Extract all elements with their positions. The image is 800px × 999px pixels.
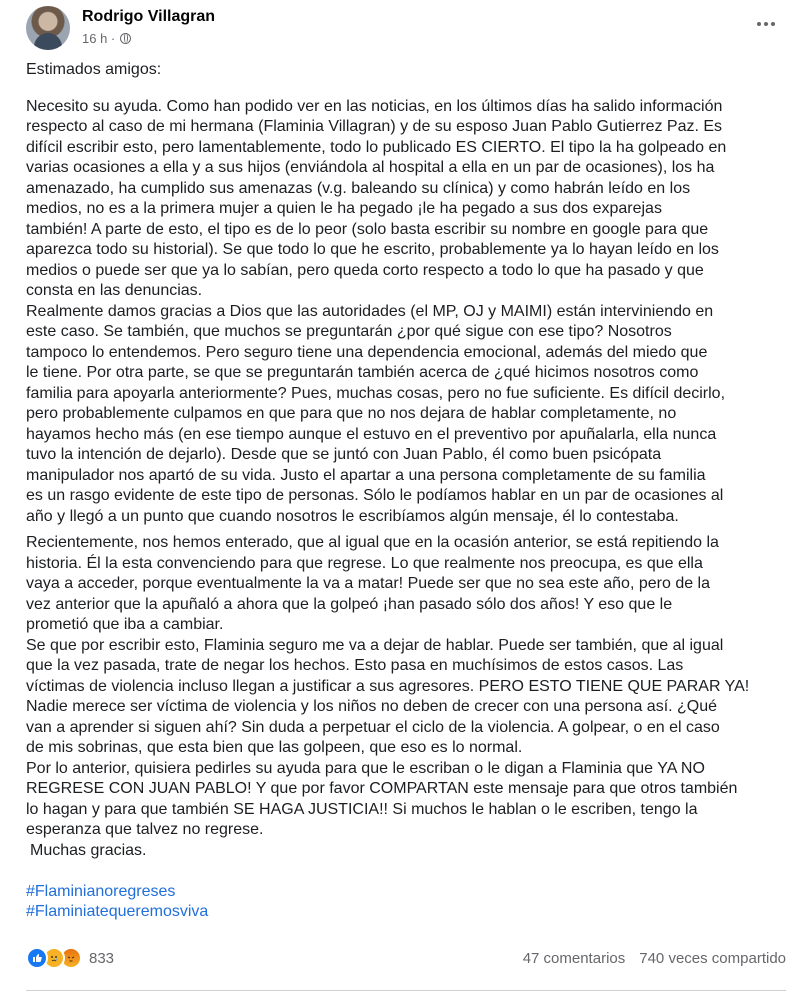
post-paragraph: Por lo anterior, quisiera pedirles su ayuda para que le escriban o le digan a Flaminia que YA NO REGRESE CON JUAN PABLO! Y que por favor COMPARTAN este mensaje para que otros también lo hagan y para que también SE HAGA JUSTICIA!! Si muchos le hablan o le escriben, tengo la esperanza que talvez no regrese. [26,759,738,838]
post-time[interactable]: 16 h · [82,31,116,46]
dot-icon [757,22,761,26]
post-meta [82,31,131,46]
post-header [26,4,786,50]
reaction-count: 833 [89,949,115,967]
post-greeting: Estimados amigos: [26,61,162,78]
footer-divider [26,990,786,991]
hashtags [26,861,782,923]
more-options-button[interactable] [752,12,780,36]
avatar[interactable] [26,6,70,50]
post-paragraph: Se que por escribir esto, Flaminia seguro me va a dejar de hablar. Puede ser también, que al igual que la vez pasada, trate de negar los hechos. Esto pasa en muchísimos de estos casos. Las víctimas de violencia incluso llegan a justificar a sus agresores. PERO ESTO TIENE QUE PARAR YA! Nadie merece ser víctima de violencia y los niños no deben de crecer con una persona así. ¿Qué van a aprender si siguen ahí? Sin duda a perpetuar el ciclo de la violencia. A golpear, o en el caso de mis sobrinas, que esta bien que las golpeen, que eso es lo normal. [26,636,750,756]
post-body [26,60,782,923]
comments-count-link[interactable]: 47 comentarios [522,949,626,967]
post-closing: Muchas gracias. [30,841,147,859]
post-paragraph: Necesito su ayuda. Como han podido ver en las noticias, en los últimos días ha salido información respecto al caso de mi hermana (Flaminia Villagran) y de su esposo Juan Pablo Gutierrez Paz. Es difícil escribir esto, pero lamentablemente, todo lo publicado ES CIERTO. El tipo la ha golpeado en varias ocasiones a ella y a sus hijos (enviándola al hospital a ella en un par de ocasiones), los ha amenazado, ha cumplido sus amenazas (v.g. baleando su clínica) y como habrán leído en los medios, no es a la primera mujer a quien le ha pegado ¡le ha pegado a sus dos exparejas también! A parte de esto, el tipo es de lo peor (solo basta escribir su nombre en google para que aparezca todo su historial). Se que todo lo que he escrito, probablemente ya lo hayan leído en los medios o puede ser que ya lo sabían, pero queda corto respecto a todo lo que ha pasado y que consta en las denuncias. [26,97,727,299]
hashtag-link[interactable]: #Flaminianoregreses [26,882,176,900]
author-name[interactable]: Rodrigo Villagran [82,8,216,25]
dot-icon [764,22,768,26]
dot-icon [771,22,775,26]
post-paragraph: Recientemente, nos hemos enterado, que al igual que en la ocasión anterior, se está repitiendo la historia. Él la esta convenciendo para que regrese. Lo que realmente nos preocupa, es que ella vaya a acceder, porque eventualmente la va a matar! Puede ser que no sea este año, pero de la vez anterior que la apuñaló a ahora que la golpeó ¡han pasado sólo dos años! Y eso que le prometió que iba a cambiar. [26,534,719,633]
post-footer [26,944,786,972]
reactions-summary[interactable] [26,947,114,969]
like-reaction-icon [26,947,48,969]
globe-icon [120,33,131,44]
hashtag-link[interactable]: #Flaminiatequeremosviva [26,903,209,920]
engagement-stats [523,950,786,967]
post-paragraph: Realmente damos gracias a Dios que las autoridades (el MP, OJ y MAIMI) están interviniendo en este caso. Se también, que muchos se preguntarán ¿por qué sigue con ese tipo? Nosotros tampoco lo entendemos. Pero seguro tiene una dependencia emocional, además del miedo que le tiene. Por otra parte, se que se preguntarán también acerca de ¿qué hicimos nosotros como familia para apoyarla anteriormente? Pues, muchas cosas, pero no fue suficiente. Es difícil decirlo, pero probablemente culpamos en que para que no nos dejara de hablar completamente, no hayamos hecho más (en ese tiempo aunque el estuvo en el preventivo por apuñalarla, ella nunca tuvo la intención de dejarlo). Desde que se juntó con Juan Pablo, él como buen psicópata manipulador nos apartó de su vida. Justo el apartar a una persona completamente de su familia es un rasgo evidente de este tipo de personas. Sólo le podíamos hablar en un par de ocasiones al año y llegó a un punto que cuando nosotros le escribíamos algún mensaje, él lo contestaba. [26,302,726,525]
shares-count-link[interactable]: 740 veces compartido [639,949,786,967]
